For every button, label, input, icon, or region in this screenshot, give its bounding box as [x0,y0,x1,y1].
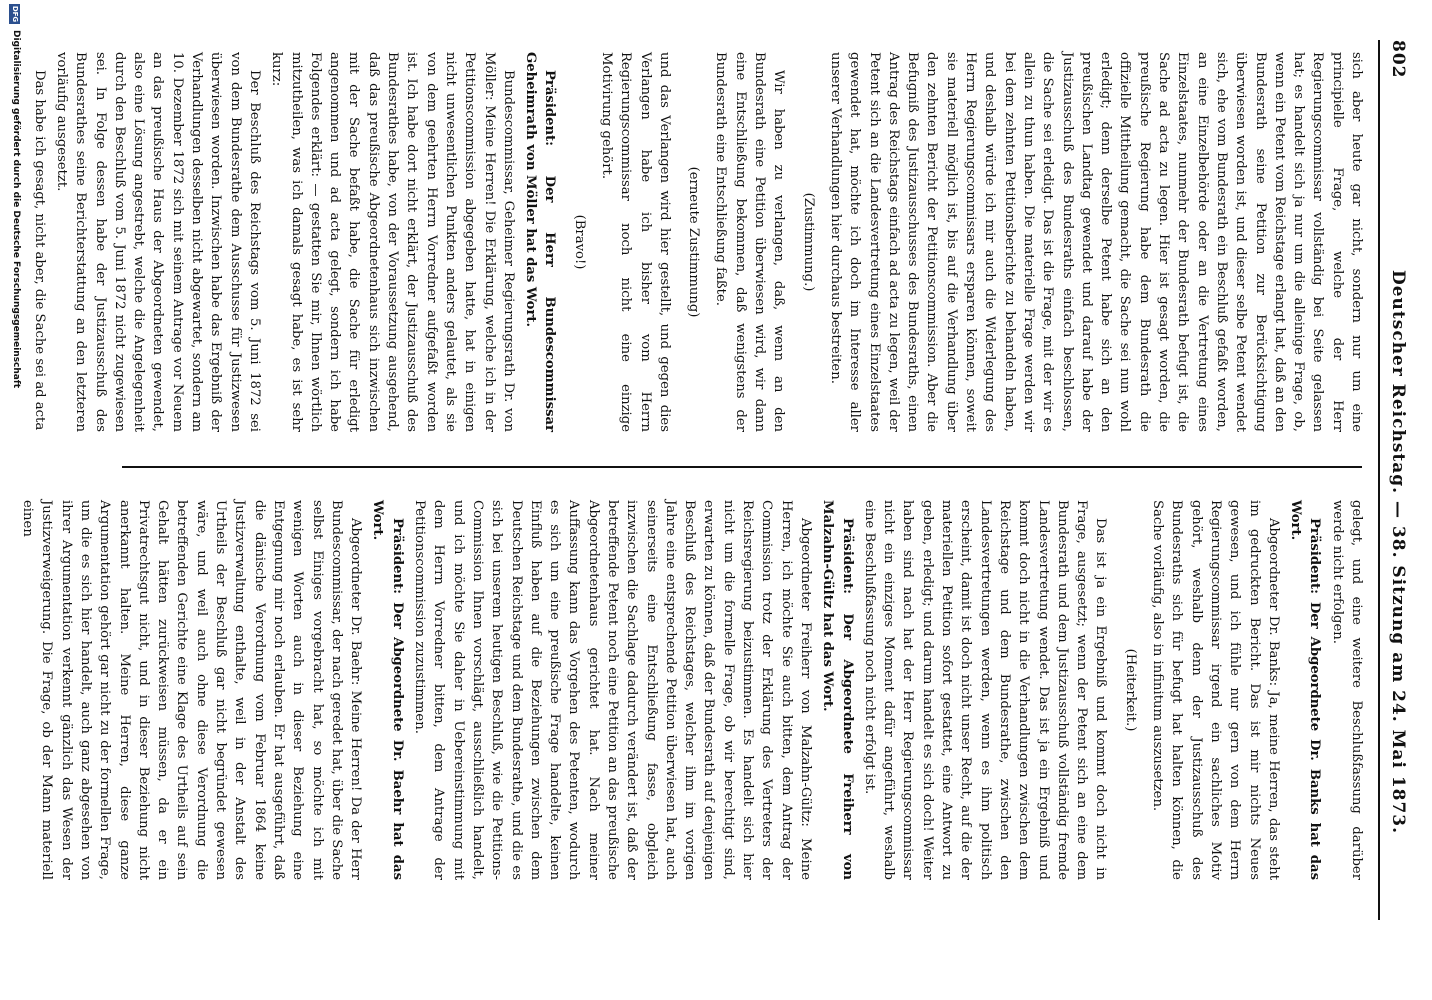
speech-paragraph: Abgeordneter Freiherr von Malzahn-Gültz: Meine Herren, ich möchte Sie auch bitten, dem Antrag der Commission trotz der Erklärung des Vertreters der Reichsregierung beizustimmen. Es handelt sich hier nicht um die formelle Frage, ob wir berechtigt sind, erwarten zu können, daß der Bundesrath auf denjenigen Beschluß des Reichstages, welcher ihm im vorigen Jahre eine entsprechende Petition überwiesen hat, auch seinerseits eine Entschließung fasse, obgleich inzwischen die Sachlage dadurch verändert ist, daß der betreffende Petent noch eine Petition an das preußische Abgeordnetenhaus gerichtet hat. Nach meiner Auffassung kann das Vorgehen des Petenten, wodurch es sich um eine preußische Frage handelte, keinen Einfluß haben auf die Beziehungen zwischen dem Deutschen Reichstage und dem Bundesrathe, und die es sich bei unserem heutigen Beschluß, wie die Petitions-Commission Ihnen vorschlägt, ausschließlich handelt, und ich möchte Sie daher in Uebereinstimmung mit dem Herrn Vorredner bitten, dem Antrage der Petitionscommission zuzustimmen. [412,500,813,880]
dfg-logo-icon: DFG [11,5,19,23]
speech-paragraph: Abgeordneter Dr. Baehr: Meine Herren! Da der Herr Bundescommissar, der nach geredet hat, über die Sache selbst Einiges vorgebracht hat, so möchte ich mit wenigen Worten auch in dieser Beziehung eine Entgegnung mir noch erlauben. Er hat ausgeführt, daß die dänische Verordnung vom Februar 1864 keine Justizverwaltung enthalte, weil in der Anstalt des Urtheils der Beschluß gar nicht begründet gewesen wäre, und weil auch ohne diese Verordnung die betreffenden Gerichte eine Klage des Urtheils auf sein Gehalt hätten zurückweisen müssen, da er ein Privatrechtsgut nicht, und in dieser Beziehung nicht anerkannt halten. Meine Herren, diese ganze Argumentation gehört gar nicht zu der formellen Frage, um die es sich hier handelt, auch ganz abgesehen von ihrer Argumentation verkennt gänzlich das Wesen der Justizverweigerung. Die Frage, ob der Mann materiell einen [20,500,364,880]
paragraph: Das habe ich gesagt, nicht aber, die Sache sei ad acta [31,70,47,431]
reaction: (Heiterkeit.) [1122,648,1138,732]
speaker-line: Präsident: Der Abgeordnete Dr. Banks hat das Wort. [1288,500,1323,880]
speech-paragraph: Bundescommissar, Geheimer Regierungsrath Dr. von Möller: Meine Herren! Die Erklärung, welche ich in der Petitionscommission abgegeben hatte, hat in einigen nicht unwesentlichen Punkten anders gelautet, als sie von dem geehrten Herrn Vorredner aufgefaßt worden ist. Ich habe dort nicht erklärt, der Justizausschuß des Bundesrathes habe, von der Voraussetzung ausgehend, daß das preußische Abgeordnetenhaus sich inzwischen mit der Sache befaßt habe, die Sache für erledigt angenommen und ad acta gelegt, sondern ich habe Folgendes erklärt: — gestatten Sie mir, Ihnen wörtlich mitzutheilen, was ich damals gesagt habe, es ist sehr kurz: [269,52,516,432]
paragraph: sich aber heute gar nicht, sondern nur um eine principielle Frage, welche der Herr Regierungscommissar vollständig bei Seite gelassen hat; es handelt sich ja nur um die alleinige Frage, ob, wenn ein Petent vom Reichstage erlangt hat, daß an den Bundesrath seine Petition zur Berücksichtigung überwiesen worden ist, und dieser selbe Petent wendet sich, ehe vom Bundesrath ein Beschluß gefaßt worden, an eine Einzelbehörde oder an die Vertretung eines Einzelstaates, nunmehr der Bundesrath befugt ist, die Sache ad acta zu legen. Hier ist gesagt worden, die preußische Regierung habe dem Bundesrath die offizielle Mittheilung gemacht, die Sache sei nun wohl erledigt; denn derselbe Petent habe sich an den preußischen Landtag gewendet und darauf habe der Justizausschuß des Bundesraths einfach beschlossen, die Sache sei erledigt. Das ist die Frage, mit der wir es allein zu thun haben. Die materielle Frage werden wir bei dem zehnten Petitionsberichte zu behandeln haben, und deshalb würde ich mir auch die Widerlegung des Herrn Regierungscommissars ersparen können, soweit sie materiell möglich ist, bis auf die Verhandlung über den zehnten Bericht der Petitionscommission. Aber die Befugniß des Justizausschusses des Bundesraths, einen Antrag des Reichstags einfach ad acta zu legen, weil der Petent sich an die Landesvertretung eines Einzelstaates gewendet hat, möchte ich doch im Interesse aller unserer Verhandlungen hier durchaus bestreiten. [827,52,1364,432]
paragraph: gelegt, und eine weitere Beschlußfassung darüber werde nicht erfolgen. [1329,500,1364,880]
speech-paragraph: Abgeordneter Dr. Banks: Ja, meine Herren, das steht im gedruckten Bericht. Das ist mir nichts Neues gewesen, und ich fühle nur gern von dem Herrn Regierungscommissar irgend ein sachliches Motiv gehört, weshalb denn der Justizausschuß des Bundesraths sich für befugt hat halten können, die Sache vorläufig, also in infinitum auszusetzen. [1150,500,1281,880]
paragraph: Wir haben zu verlangen, daß, wenn an den Bundesrath eine Petition überwiesen wird, wir dann eine Entschließung bekommen, daß wenigstens der Bundesrath eine Entschließung faßte. [713,52,787,432]
paragraph: und das Verlangen wird hier gestellt, und gegen dies Verlangen habe ich bisher vom Herrn Regierungscommissar noch nicht eine einzige Motivirung gehört. [599,52,672,432]
reaction: (erneute Zustimmung) [686,166,702,318]
funding-note: Digitalisierung gefördert durch die Deutsche Forschungsgemeinschaft [11,30,21,389]
page-header [1378,40,1410,920]
speaker-line: Präsident: Der Abgeordnete Freiherr von Malzahn-Gültz hat das Wort. [820,500,855,880]
speaker-line: Präsident: Der Herr Bundescommissar Geheimrath von Möller hat das Wort. [523,52,558,432]
quoted-statement: Der Beschluß des Reichstags vom 5. Juni 1872 sei von dem Bundesrathe dem Ausschusse für Justizwesen überwiesen worden. Inzwischen habe das Ergebniß der Verhandlungen desselben nicht abgewartet, sondern am 10. Dezember 1872 sich mit seinem Antrage vor Neuem an das preußische Haus der Abgeordneten gewendet, also eine Lösung angestrebt, welche die Angelegenheit durch den Beschluß vom 5. Juni 1872 nicht zugewiesen sei. In Folge dessen habe der Justizausschuß des Bundesrathes seine Berichterstattung an den letzteren vorläufig ausgesetzt. [54,52,262,432]
column-divider [122,466,1362,468]
right-column [20,500,1366,880]
left-column [31,52,1366,432]
reaction: (Zustimmung.) [800,192,816,292]
running-title: Deutscher Reichstag. — 38. Sitzung am 24. Mai 1873. [1388,270,1408,835]
digitization-footer [6,0,22,1000]
paragraph: Das ist ja ein Ergebniß und kommt doch nicht in Frage, ausgesetzt; wenn der Petent sich an eine dem Bundesrath und dem Justizausschuß vollständig fremde Landesvertretung wendet. Das ist ja ein Ergebniß und kommt doch nicht in die Verhandlungen zwischen dem Reichstage und dem Bundesrathe, zwischen den Landesvertretungen werden, wenn es ihm politisch erscheint, damit ist doch nicht unser Recht, auf die der materiellen Petition sofort gestattet, eine Antwort zu geben, erledigt; und darum handelt es sich doch! Weiter haben sind nach hat der Herr Regierungscommissar nicht ein einziges Moment dafür angeführt, weshalb eine Beschlußfassung noch nicht erfolgt ist. [861,500,1109,880]
page-number: 802 [1388,40,1408,79]
reaction: (Bravo!) [571,214,587,270]
speaker-line: Präsident: Der Abgeordnete Dr. Baehr hat das Wort. [370,500,405,880]
